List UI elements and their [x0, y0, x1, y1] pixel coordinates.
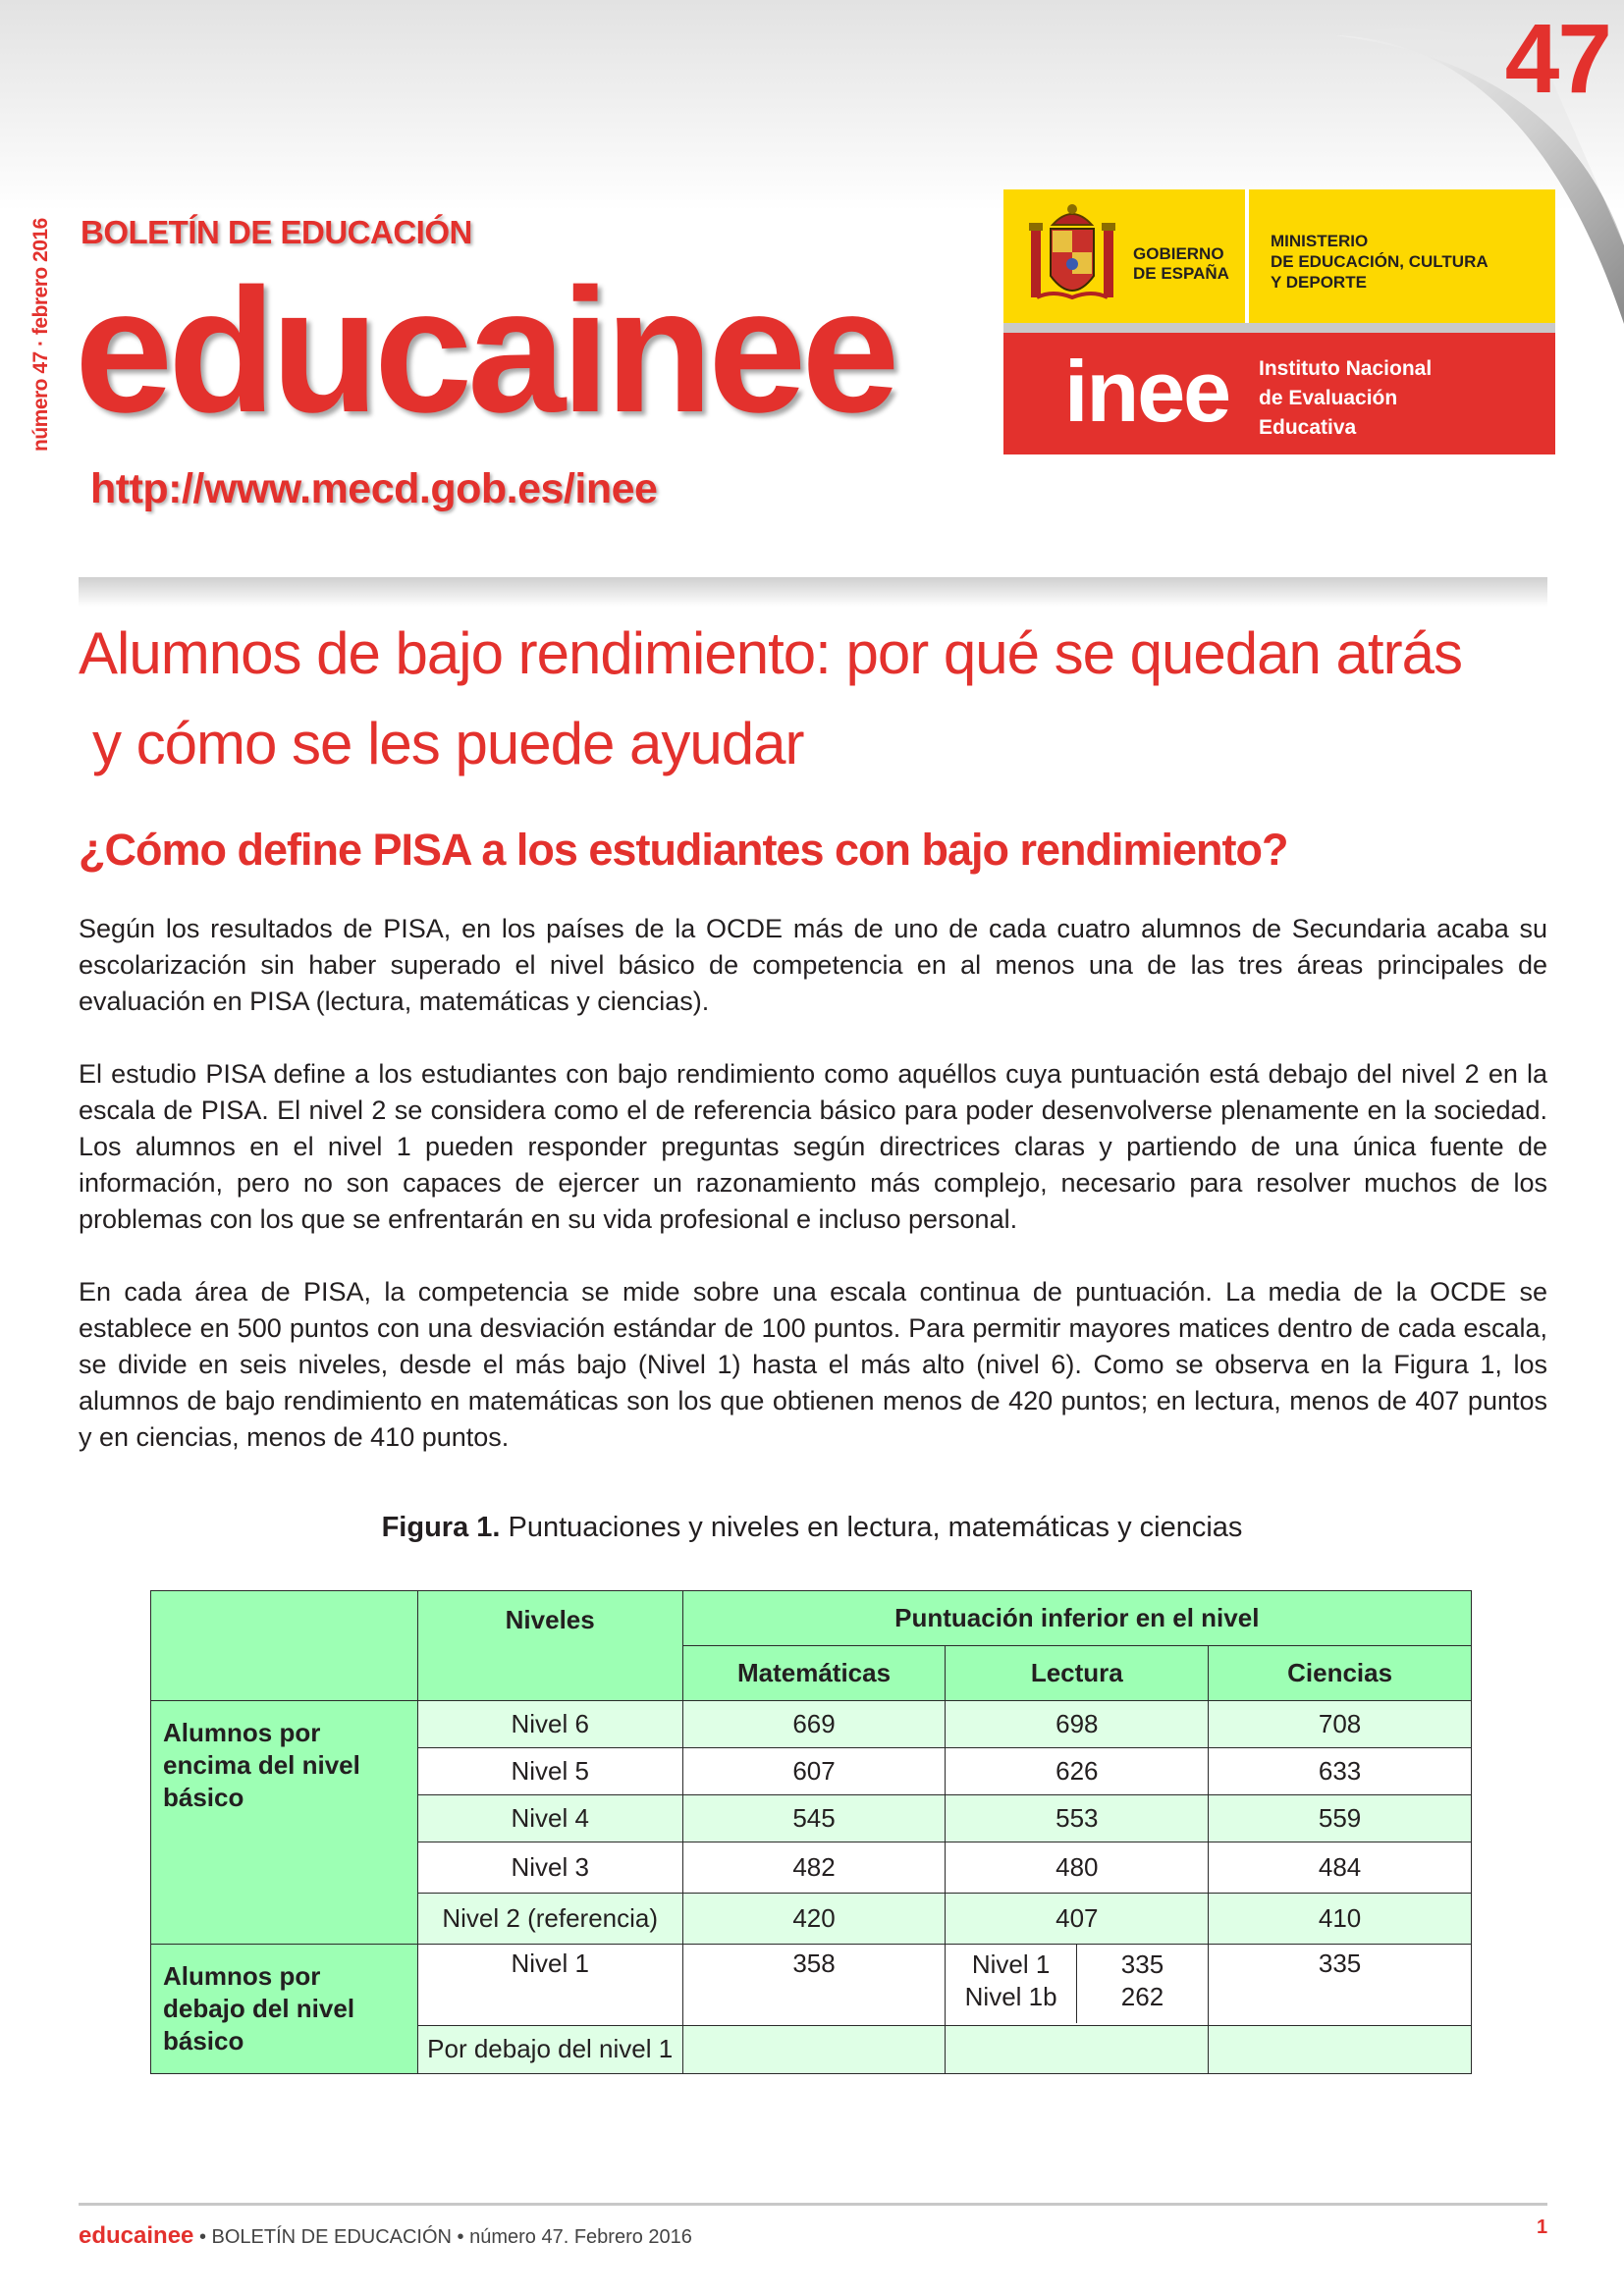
reading-sublevel-label: Nivel 1: [971, 1949, 1051, 1979]
science-score-cell: 335: [1209, 1945, 1472, 2026]
footer-brand: educainee: [79, 2222, 194, 2249]
footer-divider: [79, 2203, 1547, 2206]
footer: [79, 2222, 692, 2250]
math-score-cell: 482: [682, 1842, 946, 1894]
section-heading: ¿Cómo define PISA a los estudiantes con bajo rendimiento?: [79, 825, 1288, 875]
ministry-name: MINISTERIO DE EDUCACIÓN, CULTURA Y DEPORTE: [1271, 232, 1489, 292]
math-score-cell: 420: [682, 1894, 946, 1945]
gov-grey-line: [1003, 323, 1555, 333]
math-score-cell: 607: [682, 1748, 946, 1795]
figure-caption: [0, 1512, 1624, 1544]
reading-sublevel-value: 262: [1120, 1982, 1164, 2011]
reading-sublevel-value: 335: [1120, 1949, 1164, 1979]
science-score-cell: 484: [1209, 1842, 1472, 1894]
website-url[interactable]: http://www.mecd.gob.es/inee: [90, 465, 658, 512]
header-niveles: Niveles: [417, 1591, 682, 1701]
reading-sublevels-cell: [946, 1945, 1209, 2026]
table-header-row: [151, 1591, 1472, 1646]
science-score-cell: 410: [1209, 1894, 1472, 1945]
coat-of-arms-icon: [1023, 199, 1121, 312]
page-number: 1: [1537, 2216, 1548, 2238]
reading-score-cell: [946, 2025, 1209, 2073]
science-score-cell: 633: [1209, 1748, 1472, 1795]
header-ciencias: Ciencias: [1209, 1646, 1472, 1701]
inee-full-name: Instituto Nacional de Evaluación Educativa: [1259, 357, 1433, 439]
figure-caption-text: Puntuaciones y niveles en lectura, matemáticas y ciencias: [500, 1512, 1243, 1543]
level-cell: Nivel 1: [417, 1945, 682, 2026]
article-title-line1: Alumnos de bajo rendimiento: por qué se quedan atrás: [79, 620, 1462, 686]
reading-score-cell: 626: [946, 1748, 1209, 1795]
header-corner-cell: [151, 1591, 418, 1701]
government-name: GOBIERNO DE ESPAÑA: [1133, 244, 1229, 283]
science-score-cell: [1209, 2025, 1472, 2073]
group-above-label: Alumnos por encima del nivel básico: [151, 1701, 418, 1945]
gov-divider: [1245, 189, 1249, 323]
group-below-label: Alumnos por debajo del nivel básico: [151, 1945, 418, 2074]
brand-wordmark: educainee: [75, 252, 895, 450]
paragraph-1: Según los resultados de PISA, en los países de la OCDE más de uno de cada cuatro alumnos de Secundaria acaba su escolarización sin haber superado el nivel básico de competencia en al menos una de las tres áreas principales de evaluación en PISA (lectura, matemáticas y ciencias).: [79, 914, 1547, 1016]
table-row-nivel1: [151, 1945, 1472, 2026]
level-cell: Nivel 4: [417, 1795, 682, 1842]
reading-score-cell: 698: [946, 1701, 1209, 1748]
paragraph-3: En cada área de PISA, la competencia se mide sobre una escala continua de puntuación. La media de la OCDE se establece en 500 puntos con una desviación estándar de 100 puntos. Para permitir mayores matices dentro de cada escala, se divide en seis niveles, desde el más bajo (Nivel 1) hasta el más alto (nivel 6). Como se observa en la Figura 1, los alumnos de bajo rendimiento en matemáticas son los que obtienen menos de 420 puntos; en lectura, menos de 407 puntos y en ciencias, menos de 410 puntos.: [79, 1277, 1547, 1452]
footer-text: • BOLETÍN DE EDUCACIÓN • número 47. Febrero 2016: [193, 2226, 692, 2248]
levels-table: [150, 1590, 1472, 2074]
table-row: [151, 1701, 1472, 1748]
level-cell: Nivel 3: [417, 1842, 682, 1894]
title-gradient-bar: [79, 577, 1547, 607]
header-matematicas: Matemáticas: [682, 1646, 946, 1701]
level-cell: Por debajo del nivel 1: [417, 2025, 682, 2073]
level-cell: Nivel 5: [417, 1748, 682, 1795]
figure-caption-label: Figura 1.: [381, 1512, 501, 1543]
reading-score-cell: 553: [946, 1795, 1209, 1842]
issue-number: 47: [1504, 4, 1610, 114]
reading-sublevel-values: [1077, 1945, 1208, 2023]
math-score-cell: 545: [682, 1795, 946, 1842]
math-score-cell: [682, 2025, 946, 2073]
reading-score-cell: 407: [946, 1894, 1209, 1945]
math-score-cell: 669: [682, 1701, 946, 1748]
math-score-cell: 358: [682, 1945, 946, 2026]
reading-sublevels-grid: [946, 1945, 1208, 2023]
paragraph-2: El estudio PISA define a los estudiantes con bajo rendimiento como aquéllos cuya puntuación está debajo del nivel 2 en la escala de PISA. El nivel 2 se considera como el de referencia básico para poder desenvolverse plenamente en la sociedad. Los alumnos en el nivel 1 pueden responder preguntas según directrices claras y partiendo de una única fuente de información, pero no son capaces de ejercer un razonamiento más complejo, necesario para resolver muchos de los problemas con los que se enfrentarán en su vida profesional e incluso personal.: [79, 1059, 1547, 1234]
reading-sublevel-label: Nivel 1b: [964, 1982, 1057, 2011]
article-title: [79, 609, 1551, 789]
reading-score-cell: 480: [946, 1842, 1209, 1894]
science-score-cell: 708: [1209, 1701, 1472, 1748]
government-logo-block: [1003, 189, 1555, 454]
bulletin-label: BOLETÍN DE EDUCACIÓN: [81, 214, 472, 250]
issue-date-vertical: número 47 · febrero 2016: [29, 218, 52, 452]
header-puntuacion: Puntuación inferior en el nivel: [682, 1591, 1471, 1646]
level-cell: Nivel 2 (referencia): [417, 1894, 682, 1945]
article-title-line2: y cómo se les puede ayudar: [92, 711, 804, 776]
science-score-cell: 559: [1209, 1795, 1472, 1842]
level-cell: Nivel 6: [417, 1701, 682, 1748]
header-lectura: Lectura: [946, 1646, 1209, 1701]
inee-logo: inee: [1064, 343, 1230, 440]
reading-sublevel-labels: [946, 1945, 1076, 2023]
